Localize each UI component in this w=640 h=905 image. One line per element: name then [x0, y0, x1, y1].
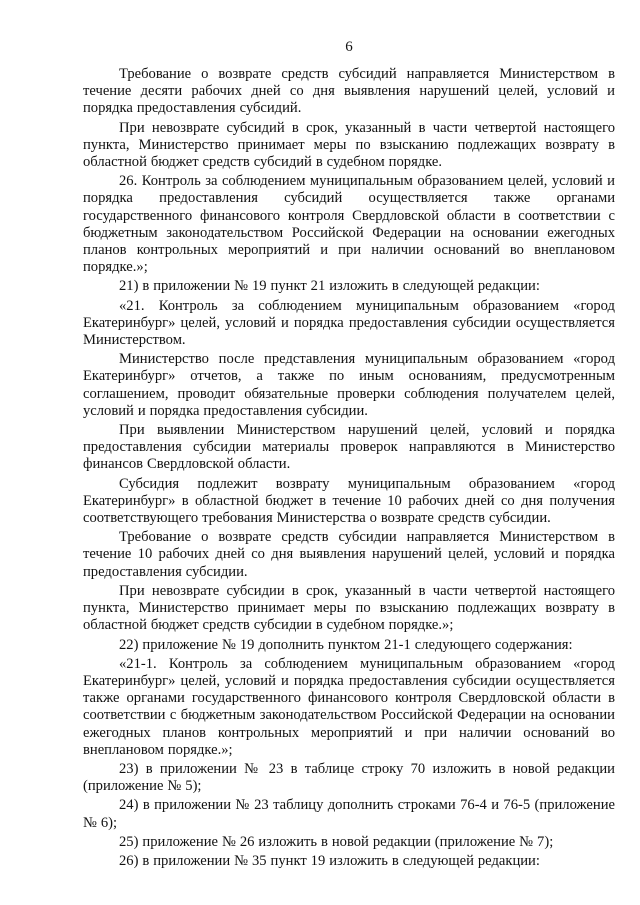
page-number: 6: [345, 39, 353, 55]
paragraph: 26. Контроль за соблюдением муниципальным образованием целей, условий и порядка предоставления субсидий осуществляется также органами государственного финансового контроля Свердловской области в соответствии с бюджетным законодательством Российской Федерации на основании ежегодных планов контрольных мероприятий и при наличии оснований во внеплановом порядке.»;: [83, 173, 615, 276]
paragraph: 21) в приложении № 19 пункт 21 изложить в следующей редакции:: [119, 278, 540, 295]
paragraph: Требование о возврате средств субсидии направляется Министерством в течение 10 рабочих дней со дня выявления нарушений целей, условий и порядка предоставления субсидии.: [83, 529, 615, 580]
paragraph: Требование о возврате средств субсидий направляется Министерством в течение десяти рабочих дней со дня выявления нарушений целей, условий и порядка предоставления субсидий.: [83, 66, 615, 117]
paragraph: При выявлении Министерством нарушений целей, условий и порядка предоставления субсидии материалы проверок направляются в Министерство финансов Свердловской области.: [83, 422, 615, 473]
paragraph: 26) в приложении № 35 пункт 19 изложить в следующей редакции:: [119, 852, 540, 869]
paragraph: Субсидия подлежит возврату муниципальным образованием «город Екатеринбург» в областной бюджет в течение 10 рабочих дней со дня получения соответствующего требования Министерства о возврате средств субсидии.: [83, 475, 615, 527]
paragraph: 25) приложение № 26 изложить в новой редакции (приложение № 7);: [119, 833, 554, 850]
paragraph: 22) приложение № 19 дополнить пунктом 21-1 следующего содержания:: [119, 636, 573, 653]
paragraph: 23) в приложении № 23 в таблице строку 70 изложить в новой редакции (приложение № 5);: [83, 760, 615, 795]
paragraph: Министерство после представления муниципальным образованием «город Екатеринбург» отчетов, а также по иным основаниям, предусмотренным соглашением, проводит обязательные проверки соблюдения получателем целей, условий и порядка предоставления субсидии.: [83, 351, 615, 419]
paragraph: «21-1. Контроль за соблюдением муниципальным образованием «город Екатеринбург» целей, условий и порядка предоставления субсидии осуществляется также органами государственного финансового контроля Свердловской области в соответствии с бюджетным законодательством Российской Федерации на основании ежегодных планов контрольных мероприятий и при наличии оснований во внеплановом порядке.»;: [83, 655, 615, 758]
paragraph: При невозврате субсидии в срок, указанный в части четвертой настоящего пункта, Министерство принимает меры по взысканию подлежащих возврату в областной бюджет средств субсидии в судебном порядке.»;: [83, 582, 615, 634]
paragraph: «21. Контроль за соблюдением муниципальным образованием «город Екатеринбург» целей, условий и порядка предоставления субсидии осуществляется Министерством.: [83, 297, 615, 349]
paragraph: 24) в приложении № 23 таблицу дополнить строками 76-4 и 76-5 (приложение № 6);: [83, 797, 615, 831]
paragraph: При невозврате субсидий в срок, указанный в части четвертой настоящего пункта, Министерство принимает меры по взысканию подлежащих возврату в областной бюджет средств субсидий в судебном порядке.: [83, 119, 615, 171]
